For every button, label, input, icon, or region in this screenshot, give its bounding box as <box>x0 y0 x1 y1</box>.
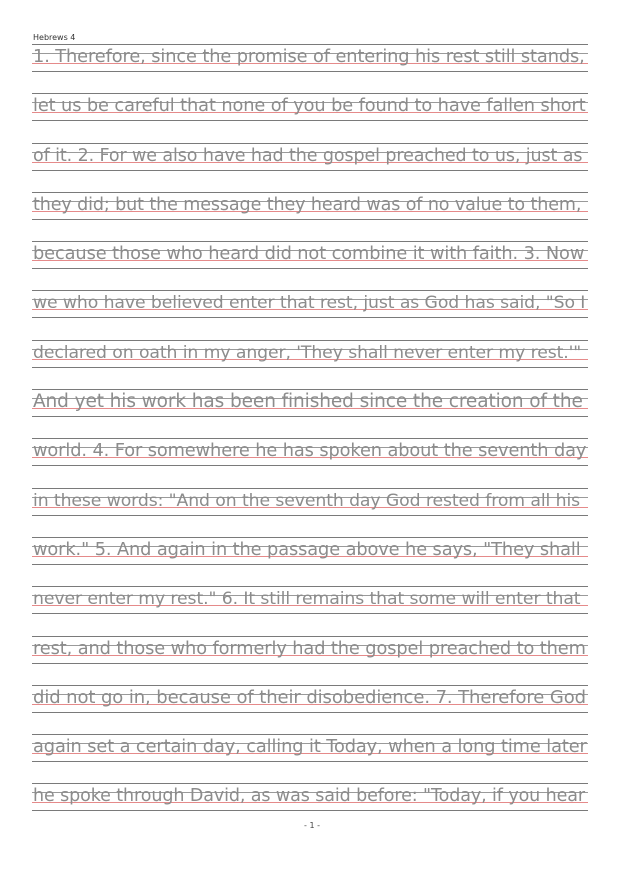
page-title: Hebrews 4 <box>33 33 76 42</box>
tracing-text-line: we who have believed enter that rest, just as God has said, "So I <box>33 293 586 314</box>
practice-row <box>32 636 588 685</box>
tracing-text-line: again set a certain day, calling it Today, when a long time later <box>33 737 587 758</box>
practice-row <box>32 44 588 93</box>
tracing-text-line: never enter my rest." 6. It still remains that some will enter that <box>33 589 581 610</box>
tracing-text-line: of it. 2. For we also have had the gospel preached to us, just as <box>33 145 583 166</box>
tracing-text-line: in these words: "And on the seventh day God rested from all his <box>33 490 581 511</box>
tracing-text-line: they did; but the message they heard was of no value to them, <box>33 194 582 215</box>
practice-row <box>32 438 588 487</box>
practice-row <box>32 537 588 586</box>
tracing-text-line: world. 4. For somewhere he has spoken about the seventh day <box>33 441 587 462</box>
practice-row <box>32 241 588 290</box>
practice-row <box>32 192 588 241</box>
tracing-text-line: did not go in, because of their disobedience. 7. Therefore God <box>33 686 586 708</box>
practice-row <box>32 734 588 783</box>
tracing-text-line: rest, and those who formerly had the gospel preached to them <box>33 638 586 659</box>
practice-row <box>32 143 588 192</box>
page-number: - 1 - <box>304 821 320 830</box>
tracing-text-line: 1. Therefore, since the promise of entering his rest still stands, <box>33 47 585 67</box>
handwriting-practice-lines <box>32 44 588 833</box>
practice-row <box>32 93 588 142</box>
practice-row <box>32 389 588 438</box>
tracing-text-line: declared on oath in my anger, 'They shall never enter my rest.'" <box>33 342 582 363</box>
practice-row <box>32 340 588 389</box>
practice-row <box>32 586 588 635</box>
tracing-text-line: he spoke through David, as was said before: "Today, if you hear <box>33 786 586 807</box>
tracing-text-line: let us be careful that none of you be found to have fallen short <box>33 96 586 117</box>
tracing-text-line: because those who heard did not combine it with faith. 3. Now <box>33 244 585 265</box>
practice-row <box>32 685 588 734</box>
practice-row <box>32 488 588 537</box>
tracing-text-line: work." 5. And again in the passage above he says, "They shall <box>33 539 581 560</box>
practice-row <box>32 290 588 339</box>
tracing-text-line: And yet his work has been finished since the creation of the <box>33 391 583 413</box>
